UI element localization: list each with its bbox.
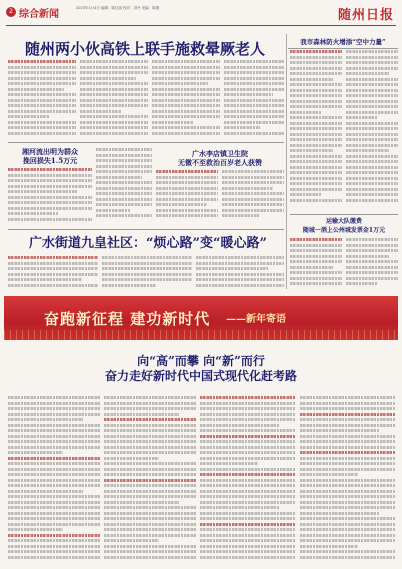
issue-meta: 2023年1月4日 编辑：陈红丽 校对：刘丹 美编：陈刚 bbox=[76, 6, 160, 10]
story-sub-3: 随城一酒上公州城发票金1万元 bbox=[302, 227, 386, 234]
second-body-1 bbox=[8, 256, 98, 292]
second-headline: 广水街道九皇社区：“烦心路”变“暖心路” bbox=[29, 236, 267, 251]
masthead bbox=[6, 4, 396, 26]
story-2-body-2 bbox=[222, 170, 284, 226]
story-1-body-cont bbox=[96, 148, 152, 226]
feature-headline-1: 向“高”而攀 向“新”而行 bbox=[137, 354, 265, 368]
story-headline-2: 广水李店镇卫生院 无微不至救治百岁老人获赞 bbox=[178, 149, 262, 167]
feature-column-2 bbox=[104, 396, 196, 564]
story-2-body-1 bbox=[156, 170, 218, 226]
feature-headline-2: 奋力走好新时代中国式现代化赶考路 bbox=[104, 369, 297, 383]
feature-column-1 bbox=[8, 396, 100, 564]
page-number: 2 bbox=[6, 7, 16, 17]
story-3-body-1 bbox=[290, 238, 342, 290]
lead-column-1 bbox=[8, 60, 76, 140]
feature-column-4 bbox=[300, 396, 396, 564]
new-year-banner bbox=[4, 296, 398, 340]
side-column-2 bbox=[346, 50, 398, 210]
second-body-2 bbox=[102, 256, 192, 292]
banner-slogan: 奋跑新征程 建功新时代 bbox=[44, 310, 211, 328]
section-title: 综合新闻 bbox=[19, 9, 59, 20]
newspaper-logo: 随州日报 bbox=[337, 8, 394, 23]
story-1-body bbox=[8, 168, 92, 226]
side-headline: 我市森林防火增添“空中力量” bbox=[288, 37, 398, 49]
lead-headline: 随州两小伙高铁上联手施救晕厥老人 bbox=[24, 40, 265, 58]
lead-column-2 bbox=[80, 60, 148, 140]
feature-column-3 bbox=[200, 396, 296, 564]
second-body-3 bbox=[196, 256, 284, 292]
lead-column-3 bbox=[152, 60, 220, 140]
banner-subtitle: ——新年寄语 bbox=[226, 314, 286, 325]
story-headline-1: 湘河流出明为群众 挽回损失1.5万元 bbox=[22, 147, 78, 165]
story-headline-3: 运输大队缴费 bbox=[325, 218, 362, 225]
side-column-1 bbox=[290, 50, 342, 210]
lead-column-4 bbox=[224, 60, 284, 140]
story-3-body-2 bbox=[346, 238, 398, 290]
